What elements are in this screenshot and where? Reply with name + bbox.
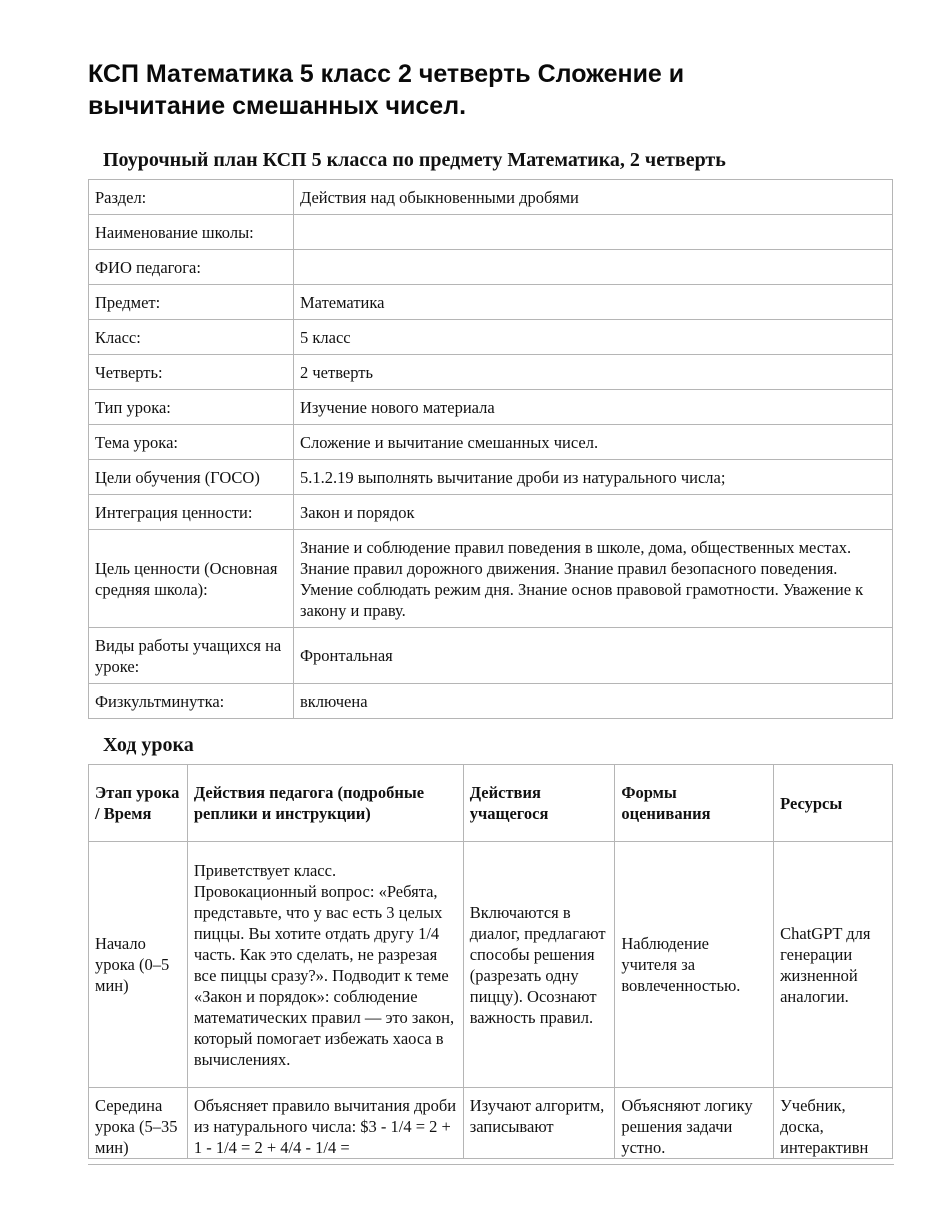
info-key: Физкультминутка: — [89, 684, 294, 719]
info-value: Фронтальная — [294, 628, 893, 684]
info-value: Закон и порядок — [294, 495, 893, 530]
table-bottom-edge — [88, 1164, 894, 1165]
assessment-cell: Объясняют логику решения задачи устно. — [615, 1088, 774, 1159]
info-key: Тема урока: — [89, 425, 294, 460]
course-heading: Ход урока — [103, 734, 194, 756]
info-key: Предмет: — [89, 285, 294, 320]
table-row — [89, 495, 893, 530]
info-value: Изучение нового материала — [294, 390, 893, 425]
column-header-teacher: Действия педагога (подробные реплики и инструкции) — [187, 765, 463, 842]
table-row — [89, 425, 893, 460]
table-row — [89, 530, 893, 628]
info-key: Цель ценности (Основная средняя школа): — [89, 530, 294, 628]
page-title: КСП Математика 5 класс 2 четверть Сложение и вычитание смешанных чисел. — [88, 60, 685, 120]
student-actions-cell: Изучают алгоритм, записывают — [463, 1088, 615, 1159]
student-actions-cell: Включаются в диалог, предлагают способы решения (разрезать одну пиццу). Осознают важность правил. — [463, 842, 615, 1088]
teacher-actions-cell: Приветствует класс. Провокационный вопрос: «Ребята, представьте, что у вас есть 3 целых пиццы. Вы хотите отдать другу 1/4 часть. Как это сделать, не разрезая все пиццы сразу?». Подводит к теме «Закон и порядок»: соблюдение математических правил — это закон, который помогает избежать хаоса в вычислениях. — [187, 842, 463, 1088]
column-header-assessment: Формы оценивания — [615, 765, 774, 842]
info-key: Цели обучения (ГОСО) — [89, 460, 294, 495]
stage-cell: Начало урока (0–5 мин) — [89, 842, 188, 1088]
stage-cell: Середина урока (5–35 мин) — [89, 1088, 188, 1159]
info-key: Четверть: — [89, 355, 294, 390]
resources-cell: Учебник, доска, интерактивн — [774, 1088, 893, 1159]
page-bottom-cutoff — [0, 1165, 935, 1210]
table-header-row — [89, 765, 893, 842]
info-value: 2 четверть — [294, 355, 893, 390]
info-key: Тип урока: — [89, 390, 294, 425]
table-row — [89, 628, 893, 684]
info-value: 5.1.2.19 выполнять вычитание дроби из натурального числа; — [294, 460, 893, 495]
table-row — [89, 842, 893, 1088]
table-row — [89, 460, 893, 495]
info-value: включена — [294, 684, 893, 719]
table-row — [89, 215, 893, 250]
info-key: Раздел: — [89, 180, 294, 215]
table-row — [89, 355, 893, 390]
info-key: ФИО педагога: — [89, 250, 294, 285]
info-value: Сложение и вычитание смешанных чисел. — [294, 425, 893, 460]
info-value: Математика — [294, 285, 893, 320]
lesson-course-table — [88, 764, 893, 1159]
table-row — [89, 180, 893, 215]
lesson-info-table — [88, 179, 893, 719]
column-header-stage: Этап урока / Время — [89, 765, 188, 842]
table-row — [89, 320, 893, 355]
info-key: Виды работы учащихся на уроке: — [89, 628, 294, 684]
column-header-resources: Ресурсы — [774, 765, 893, 842]
info-key: Класс: — [89, 320, 294, 355]
table-row — [89, 250, 893, 285]
table-row — [89, 684, 893, 719]
teacher-actions-cell: Объясняет правило вычитания дроби из натурального числа: $3 - 1/4 = 2 + 1 - 1/4 = 2 + 4/4 - 1/4 = — [187, 1088, 463, 1159]
info-value: 5 класс — [294, 320, 893, 355]
info-value — [294, 215, 893, 250]
info-key: Интеграция ценности: — [89, 495, 294, 530]
info-value: Действия над обыкновенными дробями — [294, 180, 893, 215]
info-value — [294, 250, 893, 285]
plan-heading: Поурочный план КСП 5 класса по предмету Математика, 2 четверть — [103, 149, 726, 171]
column-header-student: Действия учащегося — [463, 765, 615, 842]
table-row — [89, 390, 893, 425]
table-row — [89, 285, 893, 320]
table-row — [89, 1088, 893, 1159]
info-value: Знание и соблюдение правил поведения в школе, дома, общественных местах. Знание правил дорожного движения. Знание правил безопасного поведения. Умение соблюдать режим дня. Знание основ правовой грамотности. Уважение к закону и праву. — [294, 530, 893, 628]
assessment-cell: Наблюдение учителя за вовлеченностью. — [615, 842, 774, 1088]
info-key: Наименование школы: — [89, 215, 294, 250]
resources-cell: ChatGPT для генерации жизненной аналогии. — [774, 842, 893, 1088]
